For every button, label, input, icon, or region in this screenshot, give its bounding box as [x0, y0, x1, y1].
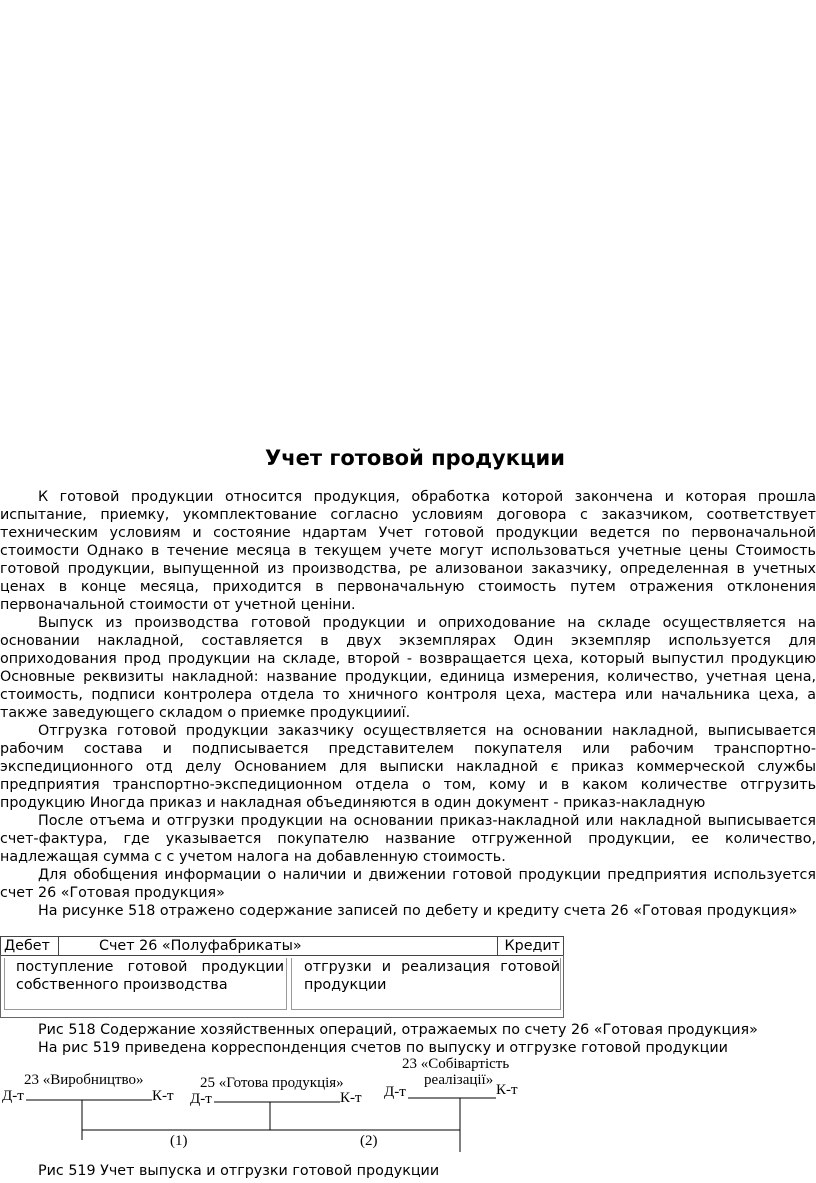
credit-abbr: К-т — [496, 1082, 518, 1098]
figure-519-intro: На рис 519 приведена корреспонденция счетов по выпуску и отгрузке готовой продукции — [38, 1040, 728, 1056]
credit-abbr: К-т — [340, 1090, 362, 1106]
t-account-body — [0, 955, 564, 1018]
account-25-finished-goods-label: 25 «Готова продукція» — [200, 1075, 344, 1091]
account-header: Счет 26 «Полуфабрикаты» — [58, 936, 498, 956]
account-23-cost-of-sales-label: 23 «Собівартість — [402, 1056, 510, 1072]
debit-abbr: Д-т — [384, 1084, 406, 1100]
paragraph: Отгрузка готовой продукции заказчику осуществляется на основании накладной, выписывается рабочим состава и подписывается представителем покупателя или рабочим транспортно-экспедиционного отд делу Основанием для выписки накладной є приказ коммерческой службы предприятия транспортно-экспедиционном отдела о том, кому и в каком количестве отгрузить продукцию Иногда приказ и накладная объединяются в один документ - приказ-накладную — [0, 723, 816, 811]
account-correspondence-diagram — [0, 1056, 540, 1162]
account-23-cost-of-sales-label: реалізації» — [424, 1072, 494, 1088]
entry-1-label: (1) — [170, 1133, 188, 1149]
debit-header: Дебет — [0, 936, 59, 956]
paragraph: После отъема и отгрузки продукции на основании приказ-накладной или накладной выписывается счет-фактура, где указывается покупателю название отгруженной продукции, ее количество, надлежащая сумма с с учетом налога на добавленную стоимость. — [0, 813, 816, 865]
paragraph: К готовой продукции относится продукция, обработка которой закончена и которая прошла испытание, приемку, укомплектование согласно условиям договора с заказчиком, соответствует техническим условиям и состояние ндартам Учет готовой продукции ведется по первоначальной стоимости Однако в течение месяца в текущем учете могут использоваться учетные цены Стоимость готовой продукции, выпущенной из производства, ре ализованои заказчику, определенная в учетных ценах в конце месяца, приходится в первоначальную стоимость путем отражения отклонения первоначальной стоимости от учетной ценіни. — [0, 489, 816, 613]
entry-2-label: (2) — [360, 1133, 378, 1149]
t-account-table — [0, 936, 564, 1018]
paragraph: Для обобщения информации о наличии и движении готовой продукции предприятия используется счет 26 «Готовая продукция» — [0, 867, 816, 901]
page-title: Учет готовой продукции — [265, 446, 565, 470]
paragraph: Выпуск из производства готовой продукции и оприходование на складе осуществляется на основании накладной, составляется в двух экземплярах Один экземпляр используется для оприходования прод продукции на складе, второй - возвращается цеха, который выпустил продукцию Основные реквизиты накладной: название продукции, единица измерения, количество, учетная цена, стоимость, подписи контролера отдела то хничного контроля цеха, мастера или начальника цеха, а также заведующего складом о приемке продукциииї. — [0, 615, 816, 721]
debit-abbr: Д-т — [190, 1091, 212, 1107]
paragraph: На рисунке 518 отражено содержание записей по дебету и кредиту счета 26 «Готовая продукция» — [38, 903, 798, 919]
figure-519-caption: Рис 519 Учет выпуска и отгрузки готовой продукции — [38, 1163, 440, 1179]
credit-header: Кредит — [497, 936, 564, 956]
debit-abbr: Д-т — [2, 1088, 24, 1104]
debit-entry: поступление готовой продукции собственного производства — [4, 958, 287, 1010]
credit-entry: отгрузки и реализация готовой продукции — [291, 958, 561, 1010]
credit-abbr: К-т — [152, 1088, 174, 1104]
body-text — [0, 488, 816, 920]
figure-518-caption: Рис 518 Содержание хозяйственных операций, отражаемых по счету 26 «Готовая продукция» — [38, 1022, 758, 1038]
account-23-production-label: 23 «Виробництво» — [24, 1072, 144, 1088]
